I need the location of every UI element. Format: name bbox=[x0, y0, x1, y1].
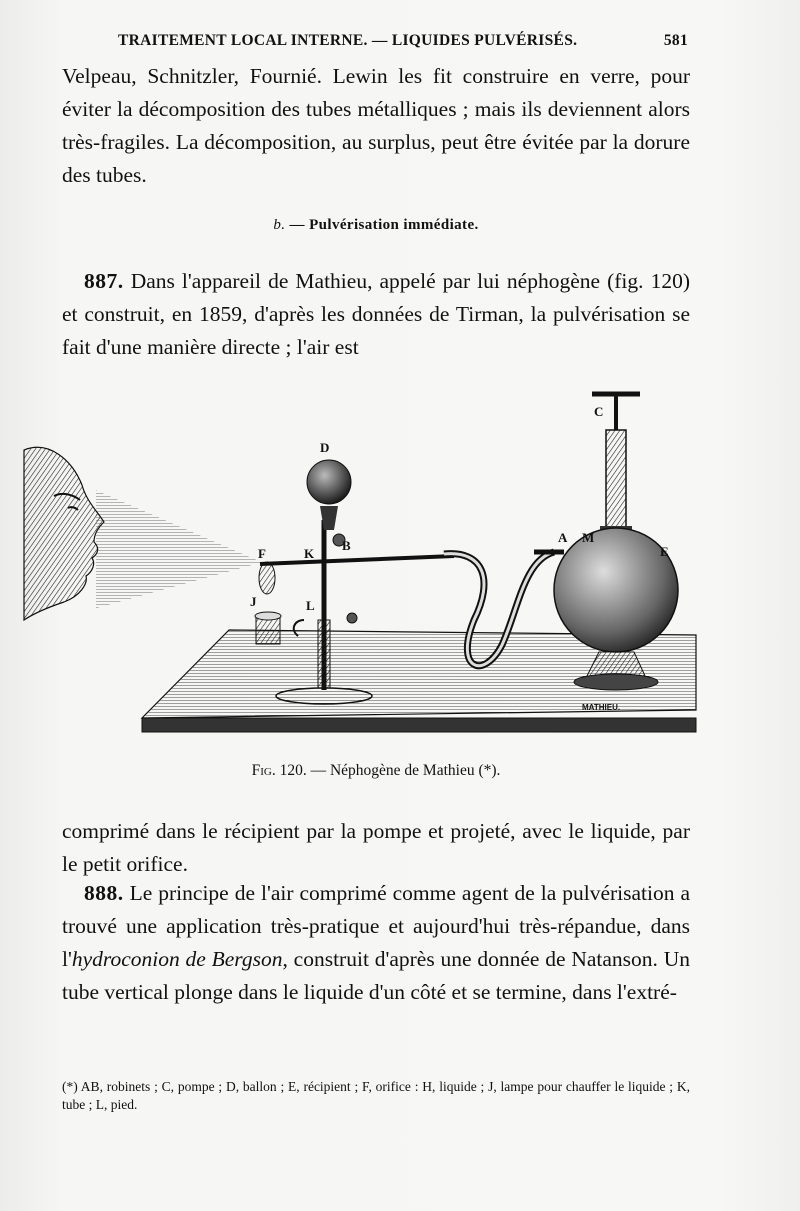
label-k: K bbox=[304, 546, 315, 561]
header-title: TRAITEMENT LOCAL INTERNE. — LIQUIDES PULVÉRISÉS. bbox=[118, 32, 578, 49]
page-number: 581 bbox=[663, 32, 688, 49]
paragraph-velpeau: Velpeau, Schnitzler, Fournié. Lewin les fit construire en verre, pour éviter la décomposition des tubes métalliques ; mais ils deviennent alors très-fragiles. La décomposition, au surplus, peut être évitée par la dorure des tubes. bbox=[62, 64, 690, 187]
paragraph-continuation: comprimé dans le récipient par la pompe et projeté, avec le liquide, par le petit orifice. bbox=[62, 819, 690, 876]
running-header bbox=[62, 32, 688, 50]
label-a: A bbox=[558, 530, 568, 545]
spray-cone bbox=[96, 490, 262, 608]
label-j: J bbox=[250, 594, 257, 609]
label-l: L bbox=[306, 598, 315, 613]
label-m: M bbox=[582, 530, 595, 545]
caption-text: — Néphogène de Mathieu (*). bbox=[310, 762, 501, 779]
paragraph-888 bbox=[62, 877, 690, 1009]
figure-caption bbox=[62, 762, 690, 780]
subheading-letter: b. bbox=[273, 217, 286, 233]
paragraph-text-after: , construit d'après une donnée de Natanson. Un tube vertical plonge dans le liquide d'un côté et se termine, dans l'extré- bbox=[62, 947, 690, 1004]
paragraph-text: Dans l'appareil de Mathieu, appelé par lui néphogène (fig. 120) et construit, en 1859, d'après les données de Tirman, la pulvérisation se fait d'une manière directe ; l'air est bbox=[62, 269, 690, 359]
paragraph-italic: hydroconion de Bergson bbox=[71, 947, 283, 971]
label-c: C bbox=[594, 404, 604, 419]
label-d: D bbox=[320, 440, 330, 455]
subheading-text: — Pulvérisation immédiate. bbox=[289, 217, 479, 233]
label-b: B bbox=[342, 538, 351, 553]
paragraph-number: 887. bbox=[84, 269, 124, 293]
label-f: F bbox=[258, 546, 266, 561]
nephogene-engraving bbox=[24, 404, 700, 760]
footnote: (*) AB, robinets ; C, pompe ; D, ballon ; E, récipient ; F, orifice : H, liquide ; J, lampe pour chauffer le liquide ; K, tube ; L, pied. bbox=[62, 1079, 690, 1112]
label-e: E bbox=[660, 544, 669, 559]
tube-k bbox=[260, 556, 454, 564]
engraver-signature: MATHIEU. bbox=[582, 703, 621, 712]
paragraph-number: 888. bbox=[84, 881, 124, 905]
section-subheading bbox=[62, 217, 690, 234]
spirit-lamp bbox=[255, 562, 281, 644]
face-profile bbox=[24, 447, 104, 620]
caption-figure-number: Fig. 120. bbox=[251, 762, 307, 779]
paragraph-887 bbox=[62, 265, 690, 364]
paragraph-text-before: Le principe de l'air comprimé comme agent de la pulvérisation a trouvé une application très-pratique et aujourd'hui très-répandue, dans l' bbox=[62, 881, 690, 971]
